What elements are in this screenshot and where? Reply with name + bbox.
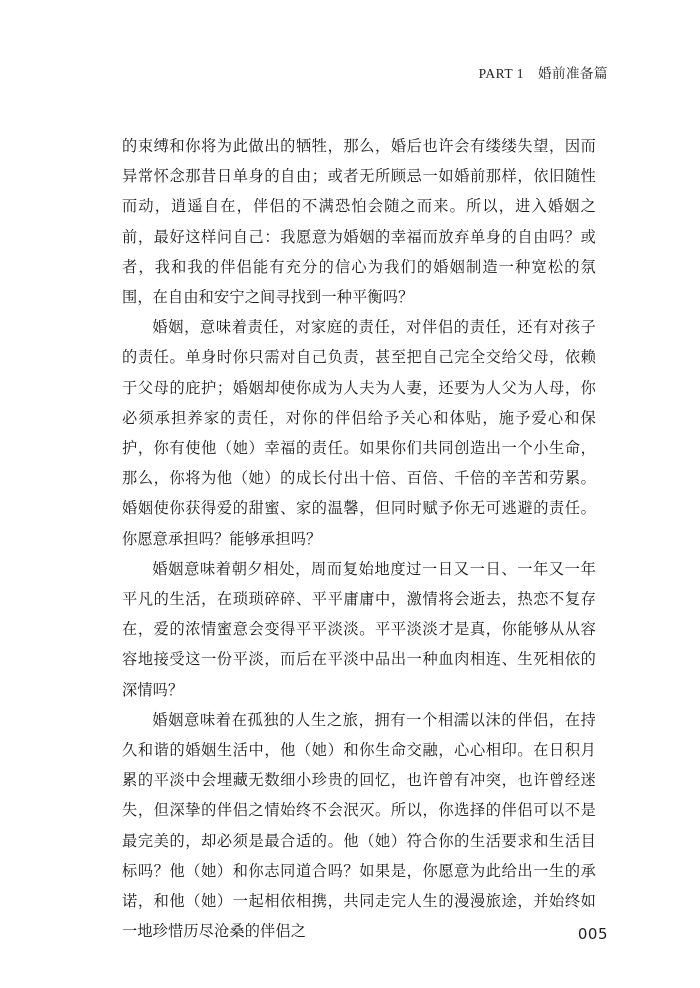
paragraph: 婚姻，意味着责任，对家庭的责任，对伴侣的责任，还有对孩子的责任。单身时你只需对自己负责，甚至把自己完全交给父母，依赖于父母的庇护；婚姻却使你成为人夫为人妻，还要为人父为人母，你必须承担养家的责任，对你的伴侣给予关心和体贴，施予爱心和保护，你有使他（她）幸福的责任。如果你们共同创造出一个小生命，那么，你将为他（她）的成长付出十倍、百倍、千倍的辛苦和劳累。婚姻使你获得爱的甜蜜、家的温馨，但同时赋予你无可逃避的责任。你愿意承担吗？能够承担吗？ — [122, 318, 596, 548]
running-header — [479, 62, 608, 82]
part-label: PART 1 — [478, 66, 524, 81]
paragraph: 的束缚和你将为此做出的牺牲，那么，婚后也许会有缕缕失望，因而异常怀念那昔日单身的自由；或者无所顾忌一如婚前那样，依旧随性而动，逍遥自在，伴侣的不满恐怕会随之而来。所以，进入婚姻之前，最好这样问自己：我愿意为婚姻的幸福而放弃单身的自由吗？或者，我和我的伴侣能有充分的信心为我们的婚姻制造一种宽松的氛围，在自由和安宁之间寻找到一种平衡吗？ — [122, 137, 596, 307]
paragraph: 婚姻意味着朝夕相处，周而复始地度过一日又一日、一年又一年平凡的生活，在琐琐碎碎、平平庸庸中，激情将会逝去，热恋不复存在，爱的浓情蜜意会变得平平淡淡。平平淡淡才是真，你能够从从容容地接受这一份平淡，而后在平淡中品出一种血肉相连、生死相依的深情吗？ — [122, 559, 596, 699]
section-title: 婚前准备篇 — [538, 66, 608, 82]
body-text — [122, 131, 596, 946]
page-number: 005 — [577, 925, 608, 943]
paragraph: 婚姻意味着在孤独的人生之旅，拥有一个相濡以沫的伴侣，在持久和谐的婚姻生活中，他（她）和你生命交融，心心相印。在日积月累的平淡中会埋藏无数细小珍贵的回忆，也许曾有冲突，也许曾经迷失，但深挚的伴侣之情始终不会泯灭。所以，你选择的伴侣可以不是最完美的，却必须是最合适的。他（她）符合你的生活要求和生活目标吗？他（她）和你志同道合吗？如果是，你愿意为此给出一生的承诺，和他（她）一起相依相携，共同走完人生的漫漫旅途，并始终如一地珍惜历尽沧桑的伴侣之 — [122, 710, 596, 941]
